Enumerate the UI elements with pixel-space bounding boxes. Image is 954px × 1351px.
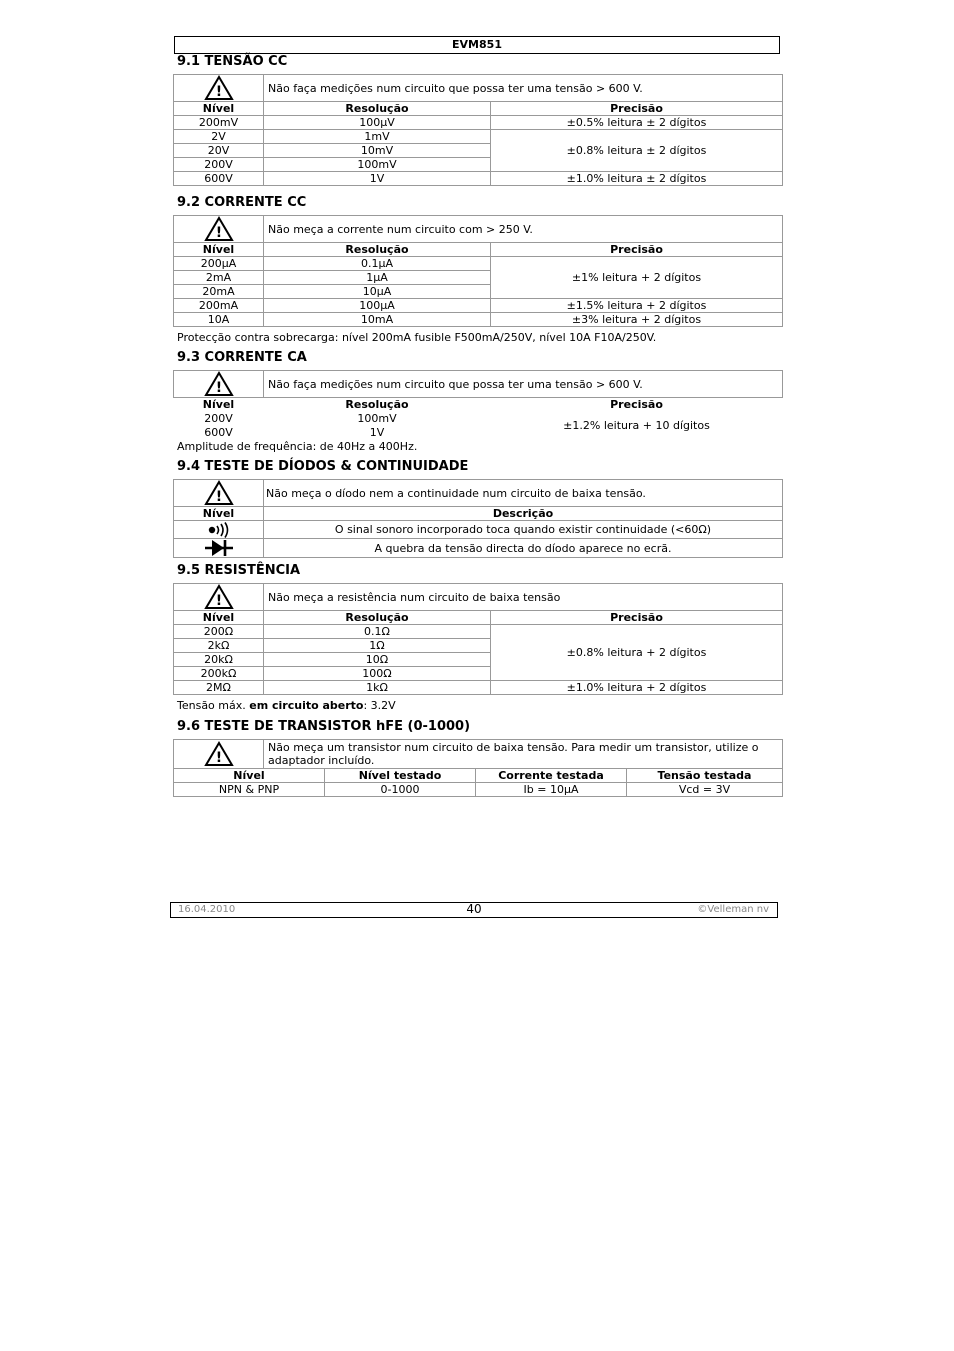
cell: 200Ω xyxy=(174,625,264,639)
warning-icon xyxy=(204,371,234,397)
col-header: Nível xyxy=(174,611,264,625)
table-tensao-cc xyxy=(173,74,783,186)
cell: 2mA xyxy=(174,271,264,285)
warning-icon-cell xyxy=(174,584,264,611)
cell: 200mA xyxy=(174,299,264,313)
cell: 10Ω xyxy=(264,653,491,667)
cell: ±0.5% leitura ± 2 dígitos xyxy=(491,116,783,130)
footer-date: 16.04.2010 xyxy=(178,904,236,915)
col-header: Nível xyxy=(174,769,325,783)
cell: 1mV xyxy=(264,130,491,144)
table-row xyxy=(174,299,783,313)
section-title-tensao-cc: 9.1 TENSÃO CC xyxy=(177,54,288,69)
warning-text: Não faça medições num circuito que possa ter uma tensão > 600 V. xyxy=(264,371,783,398)
cell: Ib = 10μA xyxy=(476,783,627,797)
cell: 10A xyxy=(174,313,264,327)
col-header: Descrição xyxy=(264,507,783,521)
warning-text: Não faça medições num circuito que possa ter uma tensão > 600 V. xyxy=(264,75,783,102)
cell: 2MΩ xyxy=(174,681,264,695)
table-row xyxy=(174,625,783,639)
col-header: Precisão xyxy=(491,243,783,257)
cell: ±1.2% leitura + 10 dígitos xyxy=(563,419,710,432)
warning-icon-cell xyxy=(174,371,264,398)
warning-icon xyxy=(204,216,234,242)
svg-text:!: ! xyxy=(215,84,222,100)
warning-icon xyxy=(204,480,234,506)
cell: 0-1000 xyxy=(325,783,476,797)
cell: 1μA xyxy=(264,271,491,285)
table-row xyxy=(174,116,783,130)
cell: Vcd = 3V xyxy=(627,783,783,797)
table-row xyxy=(174,521,783,539)
document-header: EVM851 xyxy=(174,36,780,54)
overload-note: Protecção contra sobrecarga: nível 200mA fusible F500mA/250V, nível 10A F10A/250V. xyxy=(177,331,657,344)
cell: 200kΩ xyxy=(174,667,264,681)
svg-text:!: ! xyxy=(215,593,222,609)
table-diodos xyxy=(173,479,783,558)
section-title-diodos: 9.4 TESTE DE DÍODOS & CONTINUIDADE xyxy=(177,459,469,474)
note-text: : 3.2V xyxy=(363,699,396,712)
warning-icon-cell xyxy=(174,480,264,507)
cell: 1V xyxy=(369,426,385,439)
col-header: Resolução xyxy=(264,102,491,116)
note-bold: em circuito aberto xyxy=(249,699,364,712)
note-text: Tensão máx. xyxy=(177,699,250,712)
cell: 1Ω xyxy=(264,639,491,653)
cell: 100mV xyxy=(357,412,397,425)
section-title-transistor: 9.6 TESTE DE TRANSISTOR hFE (0-1000) xyxy=(177,719,471,734)
footer-copyright: ©Velleman nv xyxy=(697,904,769,915)
col-header: Nível xyxy=(174,243,264,257)
cell: 10mA xyxy=(264,313,491,327)
cell: 2kΩ xyxy=(174,639,264,653)
col-header: Nível xyxy=(202,398,235,411)
col-header: Resolução xyxy=(264,243,491,257)
cell: 2V xyxy=(174,130,264,144)
table-row xyxy=(174,257,783,271)
cell: 200mV xyxy=(174,116,264,130)
frequency-note: Amplitude de frequência: de 40Hz a 400Hz. xyxy=(177,440,418,453)
diode-icon xyxy=(205,539,233,557)
svg-text:!: ! xyxy=(215,750,222,766)
cell: 20mA xyxy=(174,285,264,299)
col-header: Precisão xyxy=(491,611,783,625)
cell: 600V xyxy=(204,426,233,439)
cell: ±1% leitura + 2 dígitos xyxy=(491,257,783,299)
cell: ±1.0% leitura ± 2 dígitos xyxy=(491,172,783,186)
page-footer xyxy=(170,902,778,918)
table-transistor xyxy=(173,739,783,797)
cell: ±1.5% leitura + 2 dígitos xyxy=(491,299,783,313)
cell: 100Ω xyxy=(264,667,491,681)
cell: ±1.0% leitura + 2 dígitos xyxy=(491,681,783,695)
cell: NPN & PNP xyxy=(174,783,325,797)
warning-icon-cell xyxy=(174,75,264,102)
diode-icon-cell xyxy=(174,539,264,558)
table-row xyxy=(174,539,783,558)
warning-text: Não meça o díodo nem a continuidade num circuito de baixa tensão. xyxy=(264,480,783,507)
section-title-corrente-cc: 9.2 CORRENTE CC xyxy=(177,195,307,210)
col-header: Precisão xyxy=(610,398,663,411)
cell: 20kΩ xyxy=(174,653,264,667)
table-row xyxy=(174,783,783,797)
cell: 0.1μA xyxy=(264,257,491,271)
col-header: Nível xyxy=(174,102,264,116)
table-row xyxy=(174,412,783,426)
warning-text: Não meça um transistor num circuito de baixa tensão. Para medir um transistor, utilize o adaptador incluído. xyxy=(264,740,783,769)
cell: 10mV xyxy=(264,144,491,158)
table-corrente-cc xyxy=(173,215,783,327)
warning-icon-cell xyxy=(174,740,264,769)
cell: 200V xyxy=(174,158,264,172)
col-header: Precisão xyxy=(491,102,783,116)
cell: 200μA xyxy=(174,257,264,271)
cell: 100mV xyxy=(264,158,491,172)
svg-text:!: ! xyxy=(215,225,222,241)
cell: 10μA xyxy=(264,285,491,299)
table-row xyxy=(174,172,783,186)
cell: 100μA xyxy=(264,299,491,313)
cell: 0.1Ω xyxy=(264,625,491,639)
cell: 200V xyxy=(204,412,233,425)
max-voltage-note xyxy=(177,699,396,712)
col-header: Resolução xyxy=(345,398,409,411)
col-header: Nível testado xyxy=(325,769,476,783)
col-header: Resolução xyxy=(264,611,491,625)
table-corrente-ca xyxy=(173,370,783,440)
section-title-resistencia: 9.5 RESISTÊNCIA xyxy=(177,563,301,578)
svg-text:!: ! xyxy=(215,489,222,505)
col-header: Nível xyxy=(174,507,264,521)
table-resistencia xyxy=(173,583,783,695)
cell: 1kΩ xyxy=(264,681,491,695)
cell: 1V xyxy=(264,172,491,186)
cell: 100μV xyxy=(264,116,491,130)
warning-text: Não meça a corrente num circuito com > 250 V. xyxy=(264,216,783,243)
col-header: Corrente testada xyxy=(476,769,627,783)
table-row xyxy=(174,130,783,144)
warning-icon xyxy=(204,741,234,767)
page-number: 40 xyxy=(466,902,482,916)
cell: ±3% leitura + 2 dígitos xyxy=(491,313,783,327)
buzzer-icon-cell xyxy=(174,521,264,539)
warning-icon-cell xyxy=(174,216,264,243)
cell: ±0.8% leitura ± 2 dígitos xyxy=(491,130,783,172)
cell: ±0.8% leitura + 2 dígitos xyxy=(491,625,783,681)
warning-text: Não meça a resistência num circuito de baixa tensão xyxy=(264,584,783,611)
warning-icon xyxy=(204,75,234,101)
cell: 20V xyxy=(174,144,264,158)
warning-icon xyxy=(204,584,234,610)
cell: A quebra da tensão directa do díodo aparece no ecrã. xyxy=(264,539,783,558)
table-row xyxy=(174,681,783,695)
svg-text:!: ! xyxy=(215,380,222,396)
section-title-corrente-ca: 9.3 CORRENTE CA xyxy=(177,350,307,365)
cell: 600V xyxy=(174,172,264,186)
buzzer-icon xyxy=(207,522,231,538)
col-header: Tensão testada xyxy=(627,769,783,783)
table-row xyxy=(174,313,783,327)
cell: O sinal sonoro incorporado toca quando existir continuidade (<60Ω) xyxy=(264,521,783,539)
